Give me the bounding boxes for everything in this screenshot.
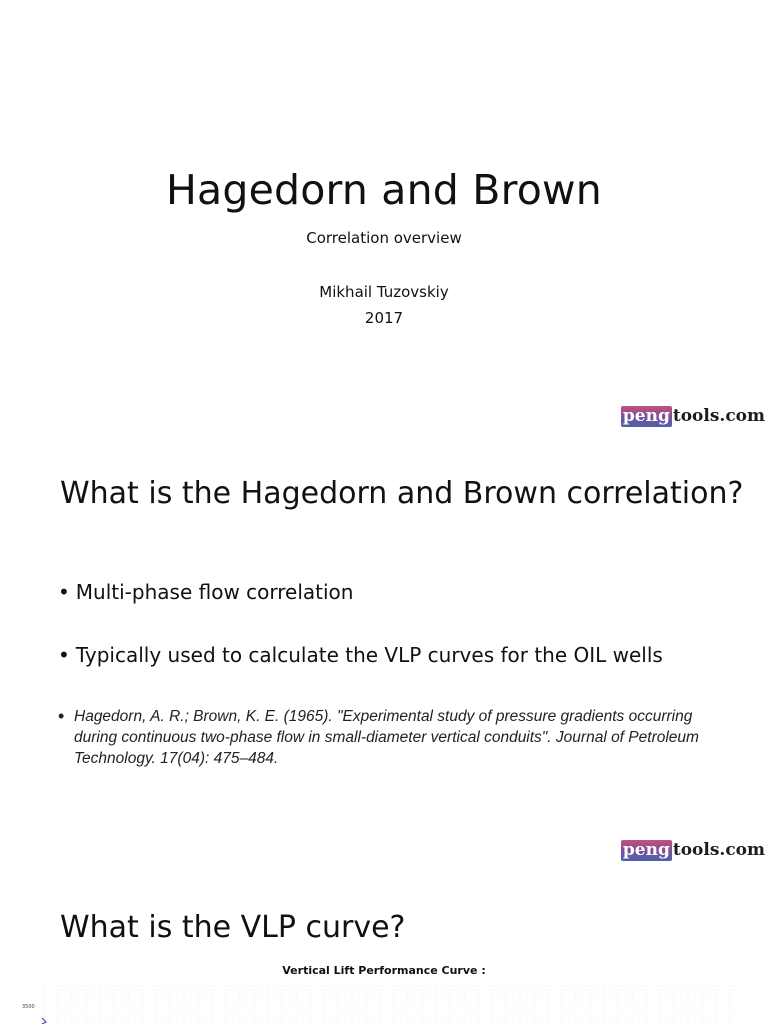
- slide-title-heading: Hagedorn and Brown: [166, 166, 602, 214]
- slide-title: [0, 0, 768, 440]
- bullet-text: Typically used to calculate the VLP curves for the OIL wells: [75, 643, 663, 667]
- bullet-item: [58, 643, 663, 667]
- presentation-year: 2017: [364, 309, 404, 327]
- logo-tools-text: tools.com: [672, 406, 765, 426]
- slide-heading: What is the VLP curve?: [60, 910, 406, 945]
- reference-citation: [58, 706, 718, 769]
- logo-peng-text: peng: [622, 405, 670, 426]
- bullet-glyph: •: [58, 643, 70, 667]
- pengtools-logo: [621, 837, 765, 863]
- author-name: Mikhail Tuzovskiy: [319, 283, 449, 301]
- slide-subtitle: Correlation overview: [306, 229, 462, 247]
- slide-vlp: [0, 870, 768, 1024]
- bullet-item: [58, 580, 353, 604]
- logo-tools-text: tools.com: [672, 840, 765, 860]
- bullet-text: Multi-phase flow correlation: [75, 580, 354, 604]
- vlp-chart-svg: [0, 982, 768, 1024]
- reference-text: Hagedorn, A. R.; Brown, K. E. (1965). "Experimental study of pressure gradients occurring during continuous two-phase flow in small-diameter vertical conduits". Journal of Petroleum Technology. 17(04): 475–484.: [74, 708, 699, 767]
- logo-peng-text: peng: [622, 839, 670, 860]
- bullet-glyph: •: [58, 580, 70, 604]
- bullet-glyph: •: [58, 706, 65, 726]
- chart-grid: [44, 986, 740, 1024]
- pengtools-logo: [621, 403, 765, 429]
- chart-title: Vertical Lift Performance Curve :: [282, 964, 486, 977]
- slide-heading: What is the Hagedorn and Brown correlation?: [60, 476, 744, 511]
- slide-definition: [0, 440, 768, 870]
- vlp-chart: [0, 982, 768, 1024]
- y-axis-tick-label: 3500: [22, 1004, 35, 1010]
